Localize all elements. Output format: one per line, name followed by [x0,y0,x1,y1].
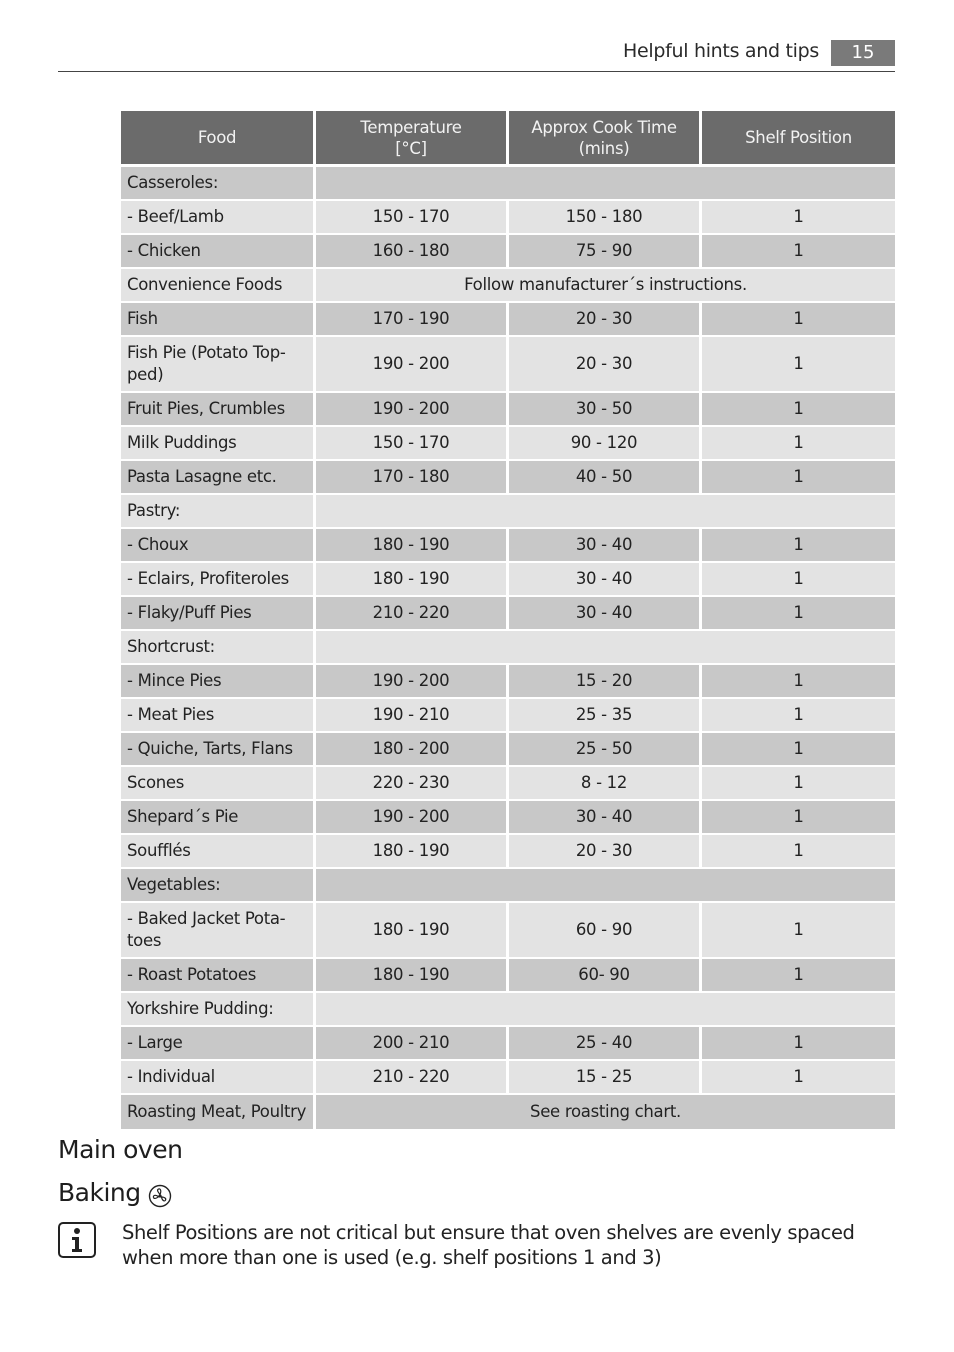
food-cell: - Large [121,1027,316,1061]
shelf-position-cell: 1 [702,201,895,235]
cook-time-cell: 8 - 12 [509,767,702,801]
cook-time-cell: 75 - 90 [509,235,702,269]
main-oven-heading: Main oven [58,1135,183,1164]
table-row [121,699,895,733]
temperature-cell: 180 - 190 [316,529,509,563]
cook-time-cell: 60- 90 [509,959,702,993]
food-cell: - Eclairs, Profiteroles [121,563,316,597]
cook-time-cell: 90 - 120 [509,427,702,461]
cook-time-cell: 20 - 30 [509,337,702,393]
shelf-position-cell: 1 [702,665,895,699]
temperature-cell: 210 - 220 [316,597,509,631]
table-row [121,235,895,269]
empty-section-cell [316,495,895,529]
table-row [121,1061,895,1095]
table-row [121,303,895,337]
food-cell: Shepard´s Pie [121,801,316,835]
table-row [121,1027,895,1061]
food-cell: Yorkshire Pudding: [121,993,316,1027]
table-row [121,597,895,631]
column-header-food: Food [121,111,316,167]
table-section-row [121,495,895,529]
column-header-cook-time: Approx Cook Time (mins) [509,111,702,167]
temperature-cell: 180 - 190 [316,563,509,597]
food-cell: - Mince Pies [121,665,316,699]
cook-time-cell: 20 - 30 [509,835,702,869]
table-section-row [121,869,895,903]
temperature-cell: 150 - 170 [316,427,509,461]
info-note-text: Shelf Positions are not critical but ensure that oven shelves are evenly spaced when more than one is used (e.g. shelf positions 1 and 3) [122,1221,855,1269]
food-cell: - Chicken [121,235,316,269]
temperature-cell: 220 - 230 [316,767,509,801]
food-cell: Convenience Foods [121,269,316,303]
temperature-cell: 200 - 210 [316,1027,509,1061]
temperature-cell: 190 - 200 [316,801,509,835]
shelf-position-cell: 1 [702,529,895,563]
table-row [121,835,895,869]
page-header [58,38,895,72]
food-cell: - Individual [121,1061,316,1095]
food-cell: - Choux [121,529,316,563]
spanning-note-cell: Follow manufacturer´s instructions. [316,269,895,303]
table-row [121,665,895,699]
shelf-position-cell: 1 [702,801,895,835]
shelf-position-cell: 1 [702,427,895,461]
table-header-row [121,111,895,167]
temperature-cell: 180 - 200 [316,733,509,767]
cook-time-cell: 30 - 40 [509,597,702,631]
food-cell: - Baked Jacket Pota- toes [121,903,316,959]
cook-time-cell: 150 - 180 [509,201,702,235]
shelf-position-cell: 1 [702,835,895,869]
food-cell: - Quiche, Tarts, Flans [121,733,316,767]
header-title: Helpful hints and tips [623,40,819,62]
table-row [121,959,895,993]
table-body [121,167,895,1129]
table-section-row [121,167,895,201]
food-cell: Casseroles: [121,167,316,201]
empty-section-cell [316,167,895,201]
cook-time-cell: 30 - 40 [509,529,702,563]
column-header-shelf-position: Shelf Position [702,111,895,167]
temperature-cell: 180 - 190 [316,835,509,869]
shelf-position-cell: 1 [702,959,895,993]
food-cell: Shortcrust: [121,631,316,665]
shelf-position-cell: 1 [702,597,895,631]
fan-bake-icon [148,1184,172,1208]
cook-time-cell: 30 - 40 [509,563,702,597]
table-row [121,337,895,393]
cook-time-cell: 30 - 50 [509,393,702,427]
table-row [121,461,895,495]
food-cell: Fish [121,303,316,337]
cook-time-cell: 15 - 20 [509,665,702,699]
table-row [121,563,895,597]
temperature-cell: 170 - 190 [316,303,509,337]
temperature-cell: 160 - 180 [316,235,509,269]
temperature-cell: 180 - 190 [316,959,509,993]
shelf-position-cell: 1 [702,303,895,337]
food-cell: Fish Pie (Potato Top- ped) [121,337,316,393]
cooking-table-wrapper [121,111,895,1129]
shelf-position-cell: 1 [702,767,895,801]
info-icon [58,1222,96,1258]
page-number: 15 [831,40,895,66]
empty-section-cell [316,631,895,665]
food-cell: Soufflés [121,835,316,869]
shelf-position-cell: 1 [702,461,895,495]
shelf-position-cell: 1 [702,337,895,393]
shelf-position-cell: 1 [702,1061,895,1095]
cook-time-cell: 25 - 35 [509,699,702,733]
food-cell: Pastry: [121,495,316,529]
cook-time-cell: 60 - 90 [509,903,702,959]
cook-time-cell: 15 - 25 [509,1061,702,1095]
temperature-cell: 180 - 190 [316,903,509,959]
baking-heading-label: Baking [58,1177,141,1207]
column-header-temperature: Temperature [°C] [316,111,509,167]
temperature-cell: 170 - 180 [316,461,509,495]
food-cell: - Meat Pies [121,699,316,733]
temperature-cell: 190 - 200 [316,337,509,393]
shelf-position-cell: 1 [702,903,895,959]
food-cell: Fruit Pies, Crumbles [121,393,316,427]
cook-time-cell: 25 - 40 [509,1027,702,1061]
cook-time-cell: 20 - 30 [509,303,702,337]
shelf-position-cell: 1 [702,235,895,269]
table-row [121,201,895,235]
shelf-position-cell: 1 [702,563,895,597]
cook-time-cell: 40 - 50 [509,461,702,495]
table-row [121,733,895,767]
food-cell: - Flaky/Puff Pies [121,597,316,631]
shelf-position-cell: 1 [702,393,895,427]
table-section-row [121,631,895,665]
food-cell: Roasting Meat, Poultry [121,1095,316,1129]
food-cell: Milk Puddings [121,427,316,461]
shelf-position-cell: 1 [702,733,895,767]
empty-section-cell [316,869,895,903]
table-row [121,1095,895,1129]
temperature-cell: 190 - 210 [316,699,509,733]
table-row [121,767,895,801]
table-row [121,903,895,959]
cooking-table [121,111,895,1129]
cook-time-cell: 30 - 40 [509,801,702,835]
food-cell: Scones [121,767,316,801]
table-row [121,529,895,563]
shelf-position-cell: 1 [702,1027,895,1061]
table-row [121,801,895,835]
baking-heading [58,1176,172,1208]
empty-section-cell [316,993,895,1027]
food-cell: - Beef/Lamb [121,201,316,235]
temperature-cell: 190 - 200 [316,393,509,427]
table-row [121,393,895,427]
temperature-cell: 190 - 200 [316,665,509,699]
table-row [121,269,895,303]
table-row [121,427,895,461]
food-cell: - Roast Potatoes [121,959,316,993]
shelf-position-cell: 1 [702,699,895,733]
spanning-note-cell: See roasting chart. [316,1095,895,1129]
temperature-cell: 210 - 220 [316,1061,509,1095]
food-cell: Vegetables: [121,869,316,903]
food-cell: Pasta Lasagne etc. [121,461,316,495]
temperature-cell: 150 - 170 [316,201,509,235]
cook-time-cell: 25 - 50 [509,733,702,767]
table-section-row [121,993,895,1027]
